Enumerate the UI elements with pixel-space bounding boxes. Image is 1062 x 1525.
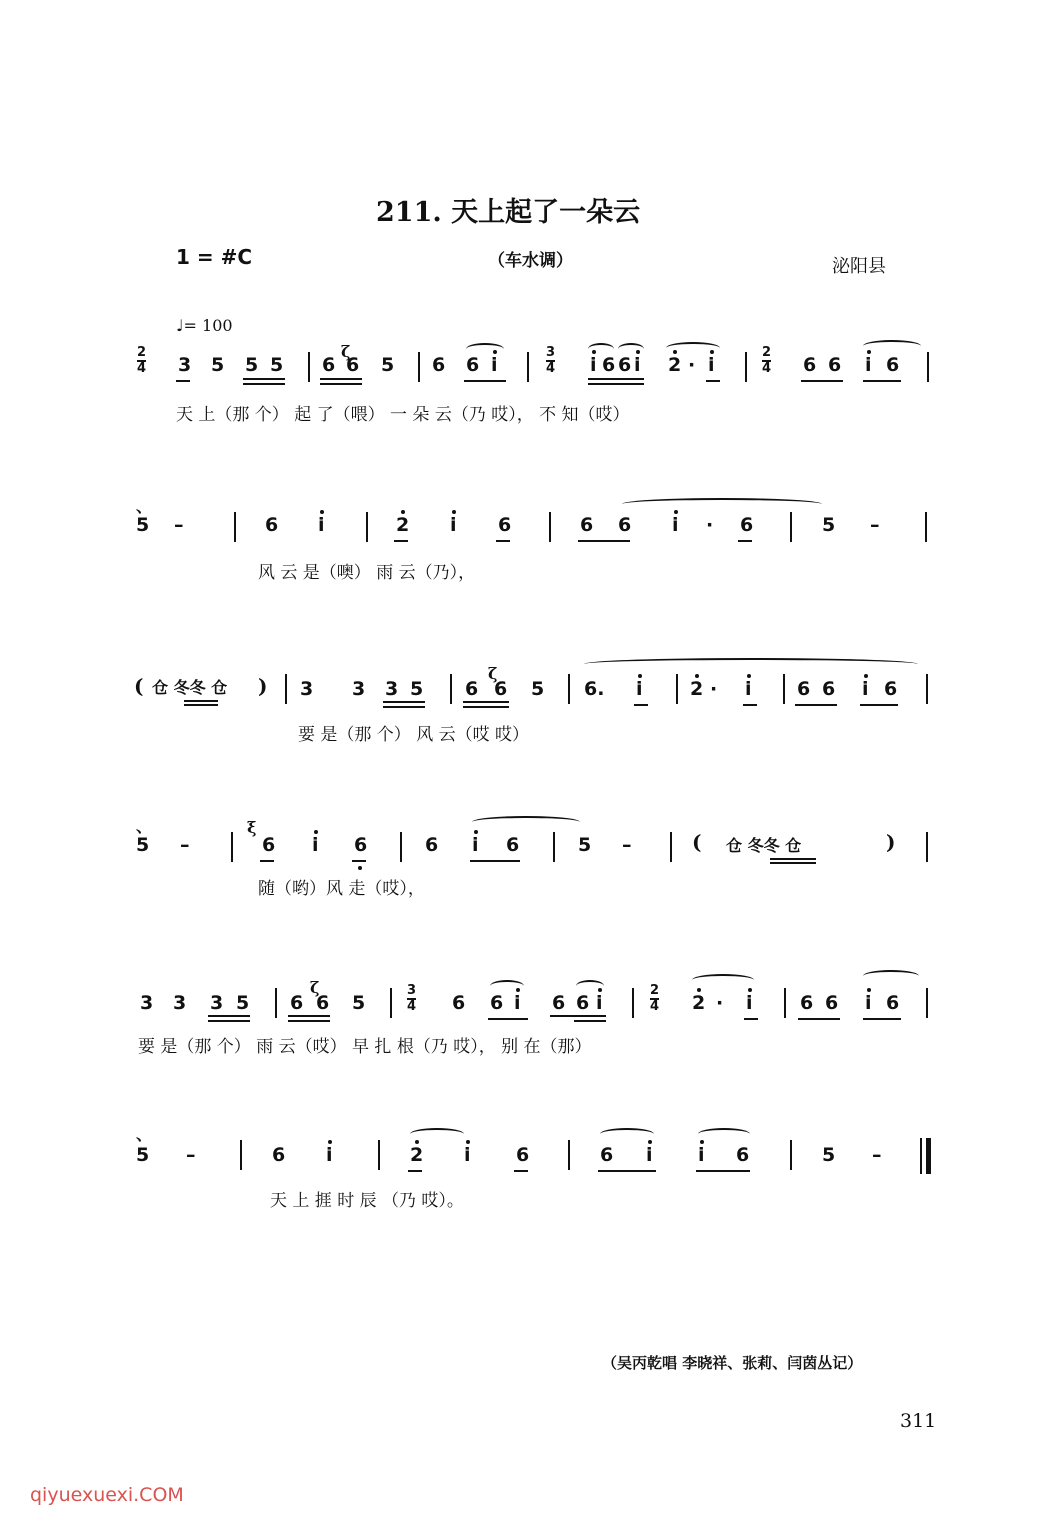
song-title: 211. 天上起了一朵云: [376, 197, 641, 228]
lyric-line-1: 天 上（那 个） 起 了（喂） 一 朵 云（乃 哎）， 不 知（哎）: [176, 405, 630, 425]
percussion-pattern-2: 仓 冬冬 仓: [726, 836, 802, 855]
time-signature: 2 4: [137, 345, 147, 376]
lyric-line-3: 要 是（那 个） 风 云（哎 哎）: [298, 725, 530, 745]
percussion-pattern: 仓 冬冬 仓: [152, 678, 228, 697]
page-number: 311: [900, 1410, 937, 1432]
tempo-marking: ♩= 100: [176, 316, 233, 335]
credits: （吴丙乾唱 李晓祥、张莉、闫茵丛记）: [602, 1354, 863, 1372]
lyric-line-6: 天 上 捱 时 辰 （乃 哎）。: [270, 1191, 464, 1211]
tune-name: （车水调）: [488, 251, 573, 271]
lyric-line-2: 风 云 是（噢） 雨 云（乃），: [258, 563, 476, 583]
lyric-line-5: 要 是（那 个） 雨 云（哎） 早 扎 根（乃 哎）， 别 在（那）: [138, 1037, 592, 1057]
region: 泌阳县: [832, 256, 886, 277]
key-signature: 1 = #C: [176, 245, 253, 269]
lyric-line-4: 随（哟）风 走（哎），: [258, 879, 425, 899]
watermark-text[interactable]: qiyuexuexi.COM: [30, 1484, 184, 1506]
